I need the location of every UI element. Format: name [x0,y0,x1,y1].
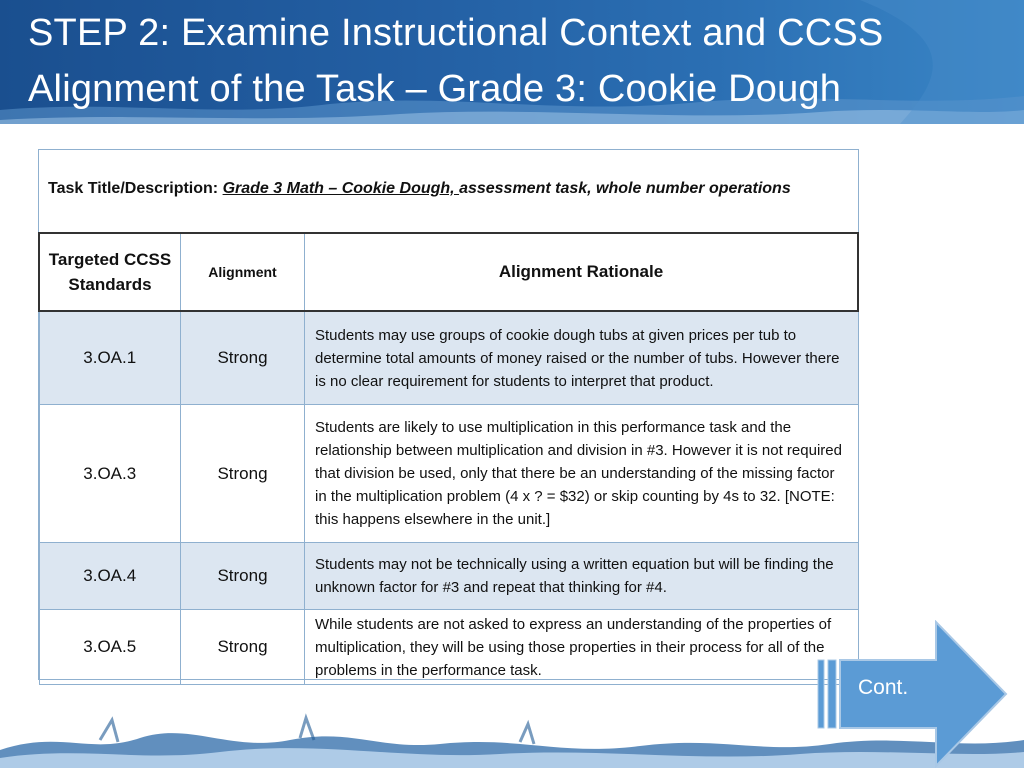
header-alignment: Alignment [181,233,305,311]
task-label: Task Title/Description: [48,180,219,197]
table-header-row [39,233,858,311]
alignment-table [38,232,859,685]
standard-cell: 3.OA.4 [39,543,181,610]
header-banner [0,0,1024,124]
alignment-cell: Strong [181,610,305,685]
table-row [39,405,858,543]
standard-cell: 3.OA.5 [39,610,181,685]
alignment-cell: Strong [181,543,305,610]
table-row [39,311,858,405]
standard-cell: 3.OA.3 [39,405,181,543]
table-row [39,543,858,610]
alignment-cell: Strong [181,311,305,405]
rationale-cell: Students may use groups of cookie dough tubs at given prices per tub to determine total amounts of money raised or the number of tubs. However there is no clear requirement for students to interpret that product. [305,311,859,405]
rationale-cell: Students are likely to use multiplication in this performance task and the relationship between multiplication and division in #3. However it is not required that division be used, only that there be an understanding of the missing factor in the multiplication problem (4 x ? = $32) or skip counting by 4s to 32. [NOTE: this happens elsewhere in the unit.] [305,405,859,543]
task-description [48,176,838,201]
continue-button[interactable] [814,620,1010,773]
continue-label[interactable]: Cont. [858,676,909,699]
page-title-line-2: Alignment of the Task – Grade 3: Cookie Dough [28,68,842,110]
rationale-cell: Students may not be technically using a written equation but will be finding the unknown factor for #3 and repeat that thinking for #4. [305,543,859,610]
rationale-cell: While students are not asked to express an understanding of the properties of multiplication, they will be using those properties in their process for all of the problems in the performance task. [305,610,859,685]
header-standards: Targeted CCSS Standards [39,233,181,311]
alignment-cell: Strong [181,405,305,543]
page-title-line-1: STEP 2: Examine Instructional Context and CCSS [28,12,884,54]
header-rationale: Alignment Rationale [305,233,859,311]
standard-cell: 3.OA.1 [39,311,181,405]
right-arrow-icon [814,620,1010,768]
task-description-text: assessment task, whole number operations [459,180,791,197]
task-title: Grade 3 Math – Cookie Dough, [222,180,460,197]
table-row [39,610,858,685]
